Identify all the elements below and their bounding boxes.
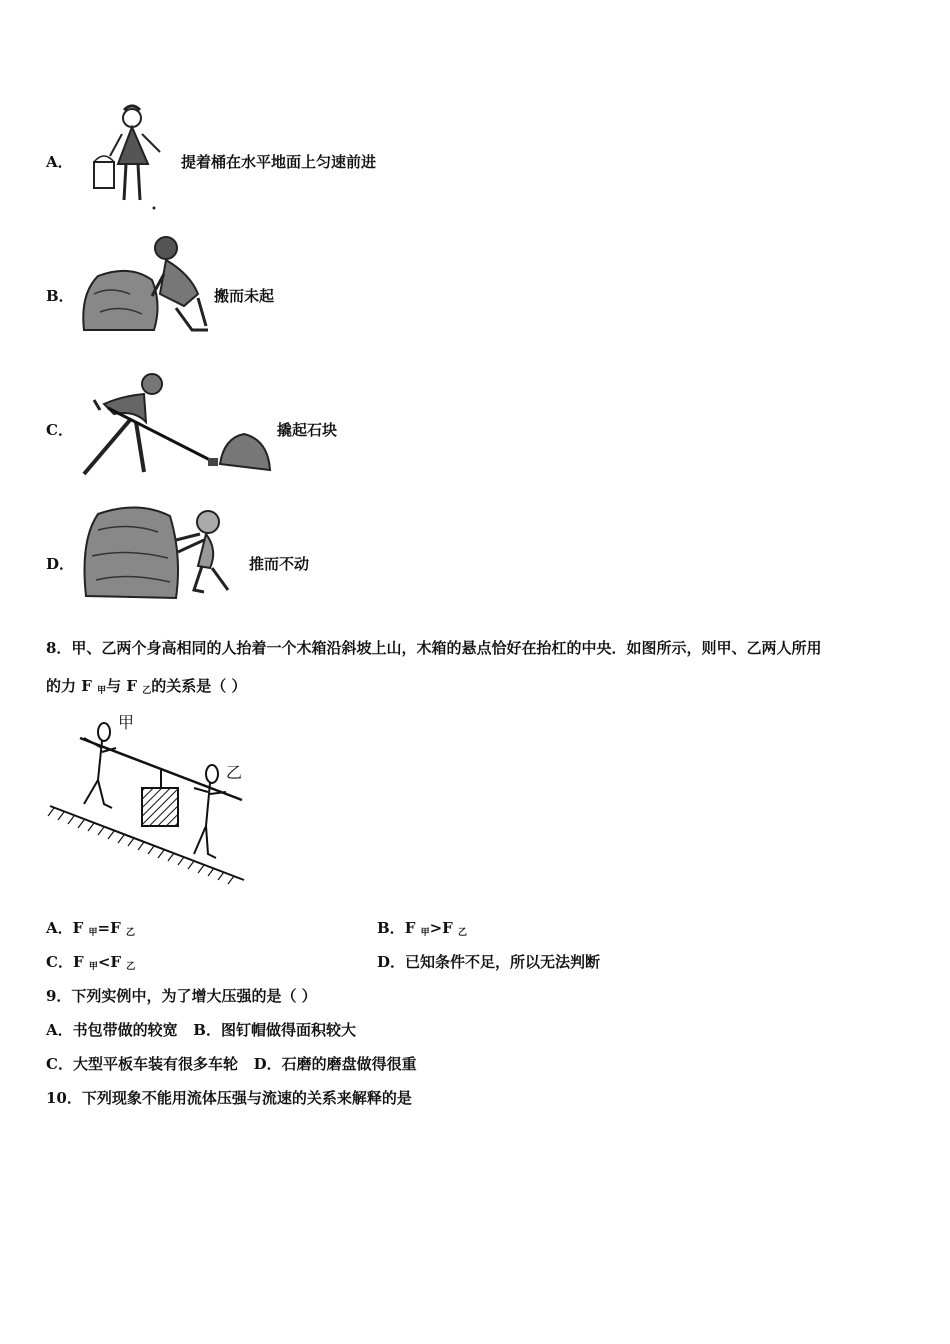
wooden-box [142,788,178,826]
man-levering-rock-figure [74,370,274,478]
q8-stem-line2: 的力 F $_甲$与 F $_乙$的关系是（ ） [46,677,247,696]
man-lifting-boulder-figure [80,234,212,338]
q8-stem-line1: 8．甲、乙两个身高相同的人抬着一个木箱沿斜坡上山，木箱的悬点恰好在抬杠的中央．如图所示，则甲、乙两人所用 [46,639,822,657]
girl-carrying-bucket-figure [88,104,173,216]
q7-option-c-letter: C． [46,421,73,439]
q10-stem: 10．下列现象不能用流体压强与流速的关系来解释的是 [46,1089,412,1107]
q7-option-a-letter: A． [46,153,73,171]
q9-options-row1: A．书包带做的较宽 B．图钉帽做得面积较大 [46,1021,356,1039]
person-jia [84,723,116,808]
person-yi [194,765,226,858]
q7-option-c-caption: 撬起石块 [277,421,338,439]
q8-option-c: C．F $_甲$<F $_乙$ [46,953,136,972]
q7-option-b-letter: B． [46,287,74,305]
label-yi: 乙 [226,763,243,782]
q7-option-a-caption: 提着桶在水平地面上匀速前进 [181,153,377,171]
q9-stem: 9．下列实例中，为了增大压强的是（ ） [46,987,317,1005]
q8-option-b: B．F $_甲$>F $_乙$ [377,919,468,938]
label-jia: 甲 [118,713,135,732]
q7-option-d-letter: D． [46,555,75,573]
boy-pushing-boulder-figure [78,500,250,604]
slope-carrying-diagram [46,708,248,886]
q7-option-d-caption: 推而不动 [249,555,310,573]
q9-options-row2: C．大型平板车装有很多车轮 D．石磨的磨盘做得很重 [46,1055,417,1073]
q7-option-b-caption: 搬而未起 [214,287,275,305]
q8-option-a: A．F $_甲$=F $_乙$ [46,919,135,938]
q8-option-d: D．已知条件不足，所以无法判断 [377,953,601,971]
